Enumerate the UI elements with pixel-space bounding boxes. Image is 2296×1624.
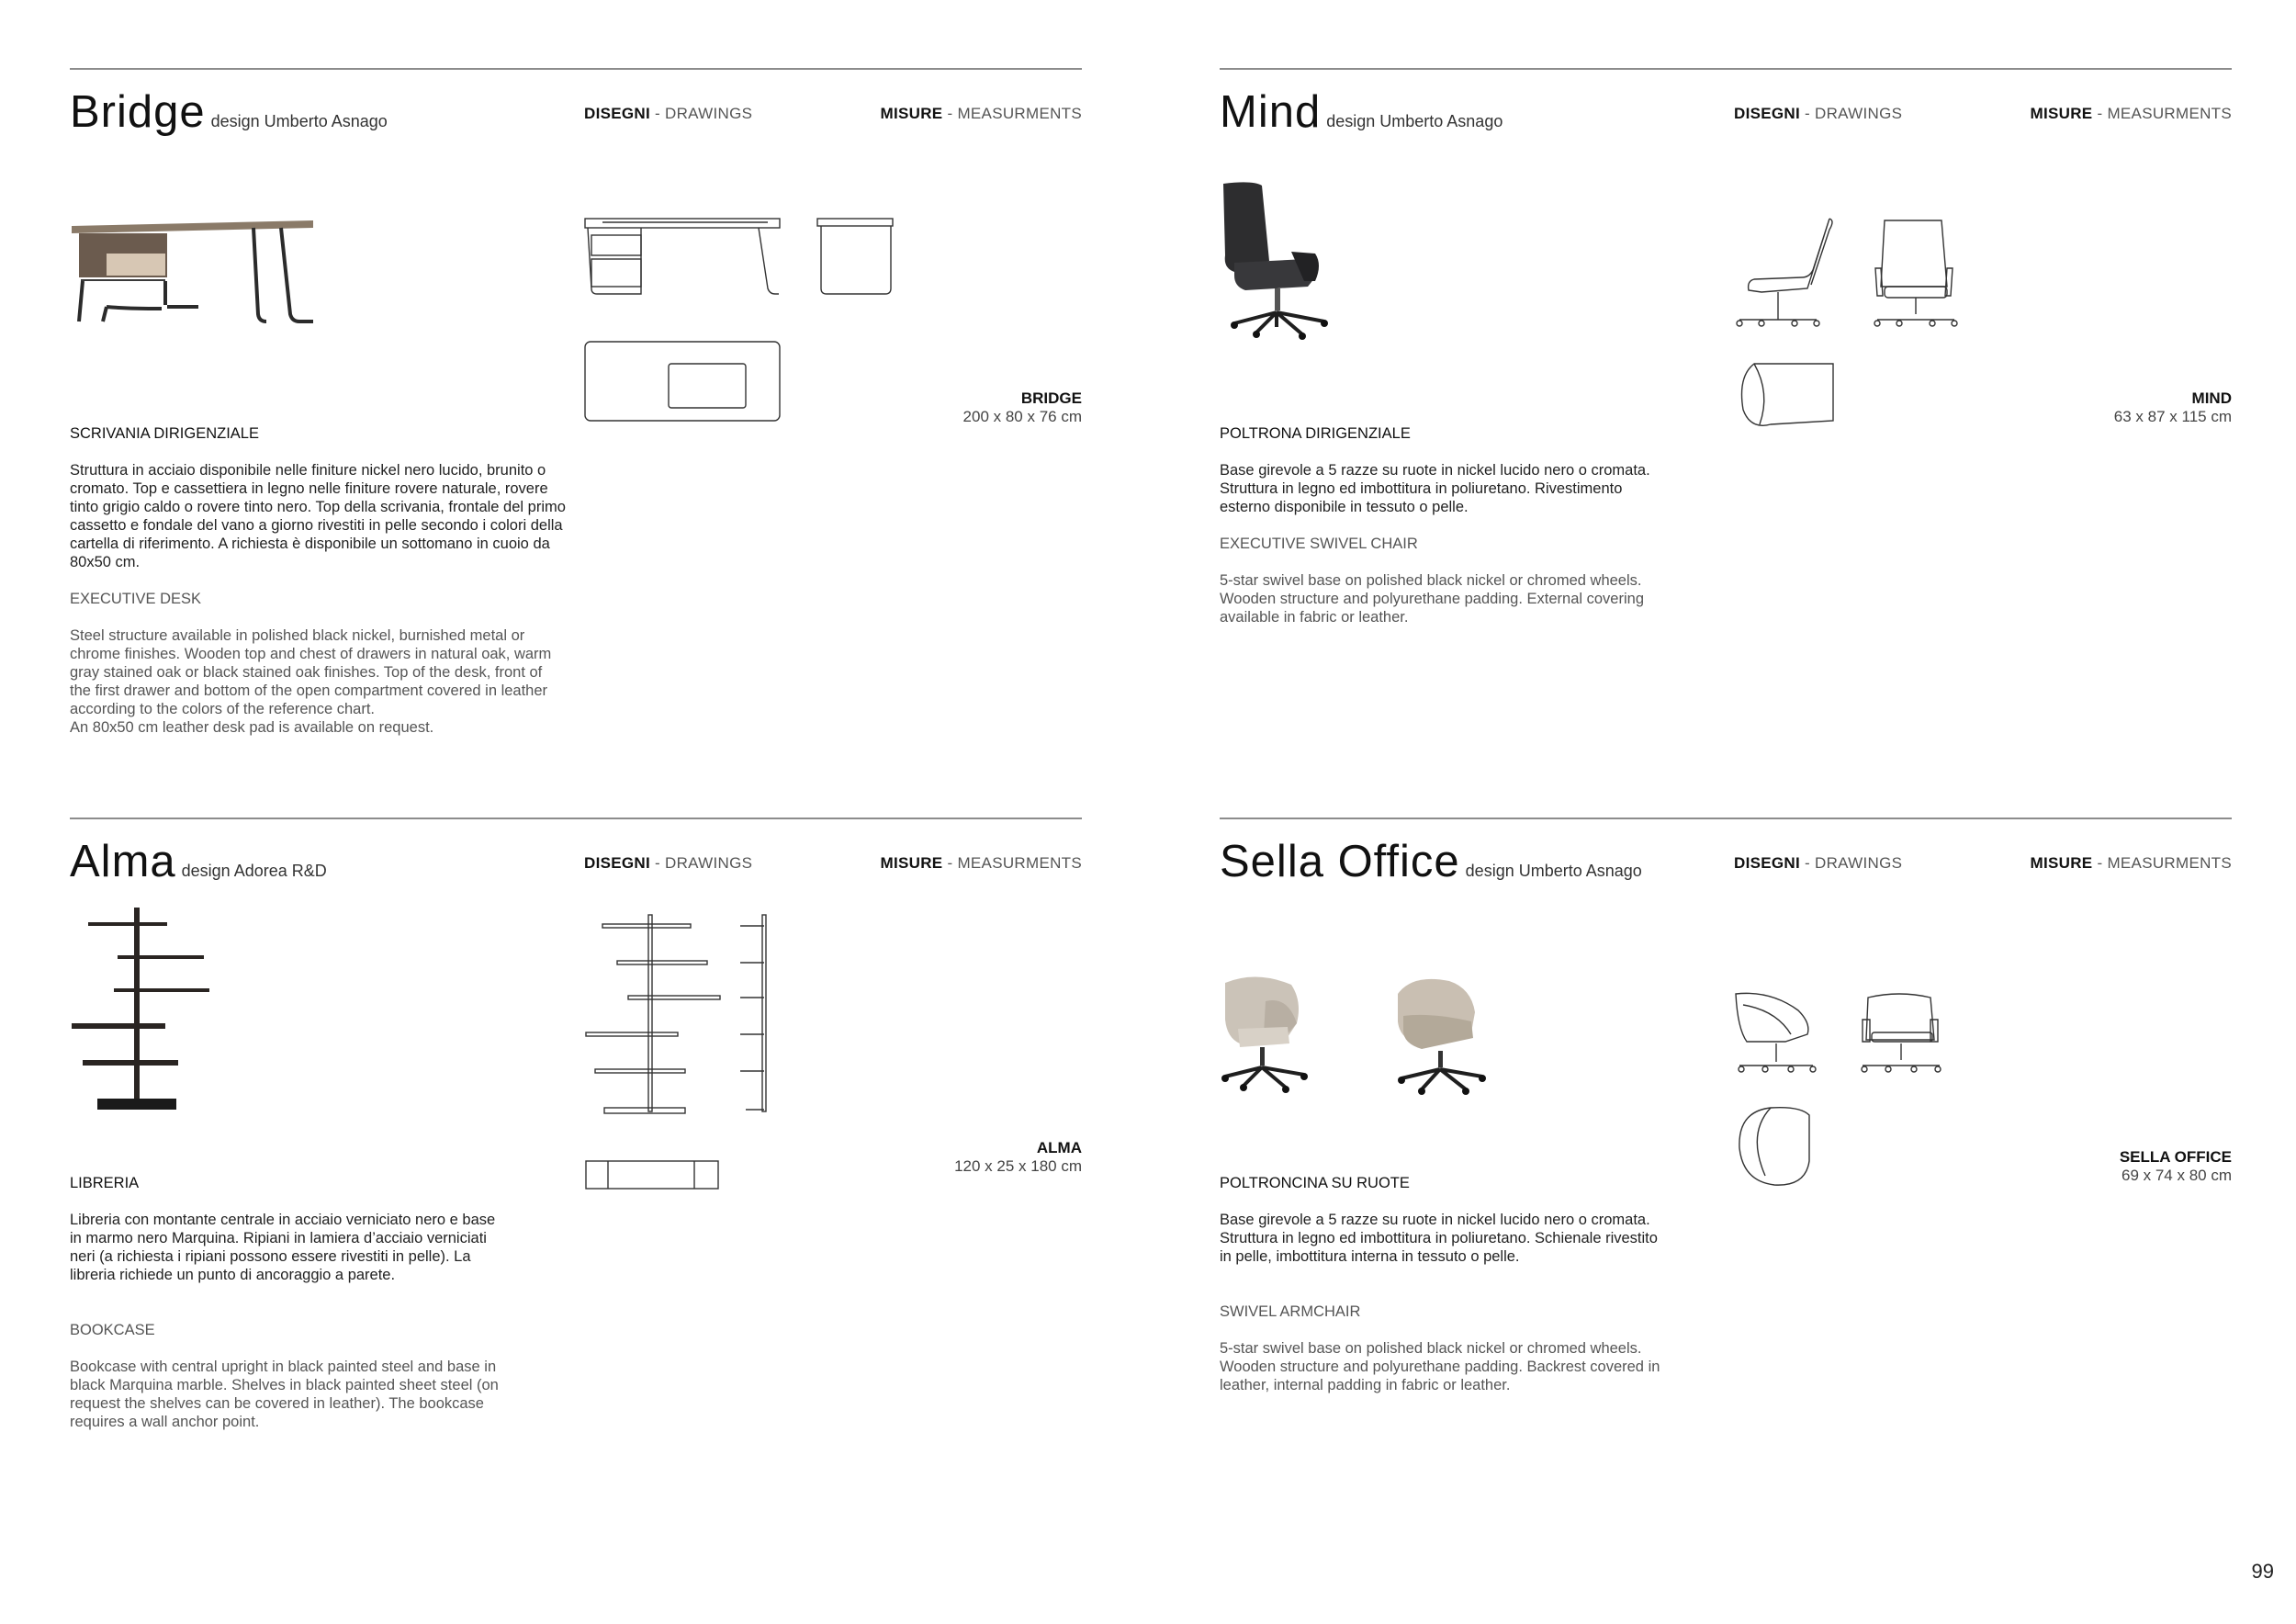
product-name: Sella Office [1220, 837, 1460, 886]
model-name: ALMA [1036, 1139, 1082, 1156]
category-it: POLTRONCINA SU RUOTE [1220, 1175, 1410, 1191]
category-en: BOOKCASE [70, 1322, 155, 1338]
alma-measurements [954, 1139, 1082, 1176]
alma-description [70, 1174, 511, 1431]
model-dimensions: 69 x 74 x 80 cm [2121, 1167, 2232, 1184]
model-dimensions: 120 x 25 x 180 cm [954, 1157, 1082, 1175]
mind-technical-drawings [1734, 217, 1973, 437]
product-section-bridge [70, 68, 1082, 817]
bridge-desk-photo [70, 213, 318, 323]
product-name: Alma [70, 837, 176, 886]
drawings-header: DISEGNI - DRAWINGS [584, 854, 753, 872]
product-designer: design Umberto Asnago [210, 112, 388, 130]
bridge-measurements [963, 389, 1082, 426]
category-en: SWIVEL ARMCHAIR [1220, 1303, 1361, 1320]
section-divider [1220, 818, 2232, 819]
alma-technical-drawings [584, 913, 823, 1198]
sella-description [1220, 1174, 1660, 1394]
mind-chair-photo [1220, 180, 1348, 342]
description-en: 5-star swivel base on polished black nickel or chromed wheels. Wooden structure and polyurethane padding. Backrest covered in leather, internal padding in fabric or leather. [1220, 1340, 1660, 1393]
mind-measurements [2114, 389, 2232, 426]
description-en-note: An 80x50 cm leather desk pad is available on request. [70, 719, 434, 736]
description-it: Base girevole a 5 razze su ruote in nickel lucido nero o cromata. Struttura in legno ed imbottitura in poliuretano. Rivestimento esterno disponibile in tessuto o pelle. [1220, 462, 1650, 515]
product-designer: design Umberto Asnago [1465, 862, 1642, 880]
model-dimensions: 63 x 87 x 115 cm [2113, 408, 2232, 425]
measurements-header: MISURE - MEASURMENTS [2030, 854, 2232, 872]
category-en: EXECUTIVE DESK [70, 591, 202, 607]
model-name: SELLA OFFICE [2119, 1148, 2232, 1166]
category-it: POLTRONA DIRIGENZIALE [1220, 425, 1411, 442]
product-title [70, 836, 327, 887]
bridge-technical-drawings [584, 217, 915, 437]
mind-description [1220, 424, 1660, 626]
product-title [1220, 836, 1642, 887]
section-divider [1220, 68, 2232, 70]
measurements-header: MISURE - MEASURMENTS [880, 854, 1082, 872]
description-it: Base girevole a 5 razze su ruote in nickel lucido nero o cromata. Struttura in legno ed imbottitura in poliuretano. Schienale rivestito in pelle, imbottitura interna in tessuto o pelle. [1220, 1212, 1658, 1265]
description-en: 5-star swivel base on polished black nickel or chromed wheels. Wooden structure and polyurethane padding. External covering available in fabric or leather. [1220, 572, 1644, 626]
category-en: EXECUTIVE SWIVEL CHAIR [1220, 536, 1418, 552]
description-en: Steel structure available in polished black nickel, burnished metal or chrome finishes. Wooden top and chest of drawers in natural oak, warm gray stained oak or black stained oak finishes. Top of the desk, front of the first drawer and bottom of the open compartment covered in leather according to the colors of the reference chart. [70, 627, 552, 717]
sella-measurements [2120, 1148, 2232, 1185]
description-en: Bookcase with central upright in black painted steel and base in black Marquina marble. Shelves in black painted sheet steel (on request the shelves can be covered in leather). The bookcase requires a wall anchor point. [70, 1359, 499, 1430]
sella-technical-drawings [1734, 992, 1973, 1203]
product-designer: design Umberto Asnago [1326, 112, 1503, 130]
measurements-header: MISURE - MEASURMENTS [2030, 105, 2232, 122]
bridge-description [70, 424, 566, 737]
model-dimensions: 200 x 80 x 76 cm [962, 408, 1082, 425]
product-section-mind [1220, 68, 2232, 817]
description-it: Libreria con montante centrale in acciaio verniciato nero e base in marmo nero Marquina. Ripiani in lamiera d’acciaio verniciati neri (a richiesta i ripiani possono essere rivestiti in pelle). La libreria richiede un punto di ancoraggio a parete. [70, 1212, 496, 1283]
page-number: 99 [2251, 1560, 2274, 1583]
category-it: SCRIVANIA DIRIGENZIALE [70, 425, 259, 442]
category-it: LIBRERIA [70, 1175, 140, 1191]
product-designer: design Adorea R&D [181, 862, 327, 880]
product-section-alma [70, 818, 1082, 1566]
sella-chair-photo-side [1394, 976, 1523, 1095]
measurements-header: MISURE - MEASURMENTS [880, 105, 1082, 122]
product-name: Mind [1220, 87, 1322, 137]
model-name: MIND [2191, 389, 2232, 407]
product-title [70, 86, 388, 138]
drawings-header: DISEGNI - DRAWINGS [584, 105, 753, 122]
section-divider [70, 68, 1082, 70]
alma-bookcase-photo [70, 904, 208, 1115]
product-section-sella-office [1220, 818, 2232, 1566]
section-divider [70, 818, 1082, 819]
drawings-header: DISEGNI - DRAWINGS [1734, 105, 1903, 122]
drawings-header: DISEGNI - DRAWINGS [1734, 854, 1903, 872]
sella-chair-photo-front [1220, 974, 1348, 1093]
product-title [1220, 86, 1503, 138]
model-name: BRIDGE [1020, 389, 1082, 407]
product-name: Bridge [70, 87, 206, 137]
description-it: Struttura in acciaio disponibile nelle finiture nickel nero lucido, brunito o cromato. Top e cassettiera in legno nelle finiture rovere naturale, rovere tinto grigio caldo o rovere tinto nero. Top della scrivania, frontale del primo cassetto e fondale del vano a giorno rivestiti in pelle secondo i colori della cartella di riferimento. A richiesta è disponibile un sottomano in cuoio da 80x50 cm. [70, 462, 566, 570]
